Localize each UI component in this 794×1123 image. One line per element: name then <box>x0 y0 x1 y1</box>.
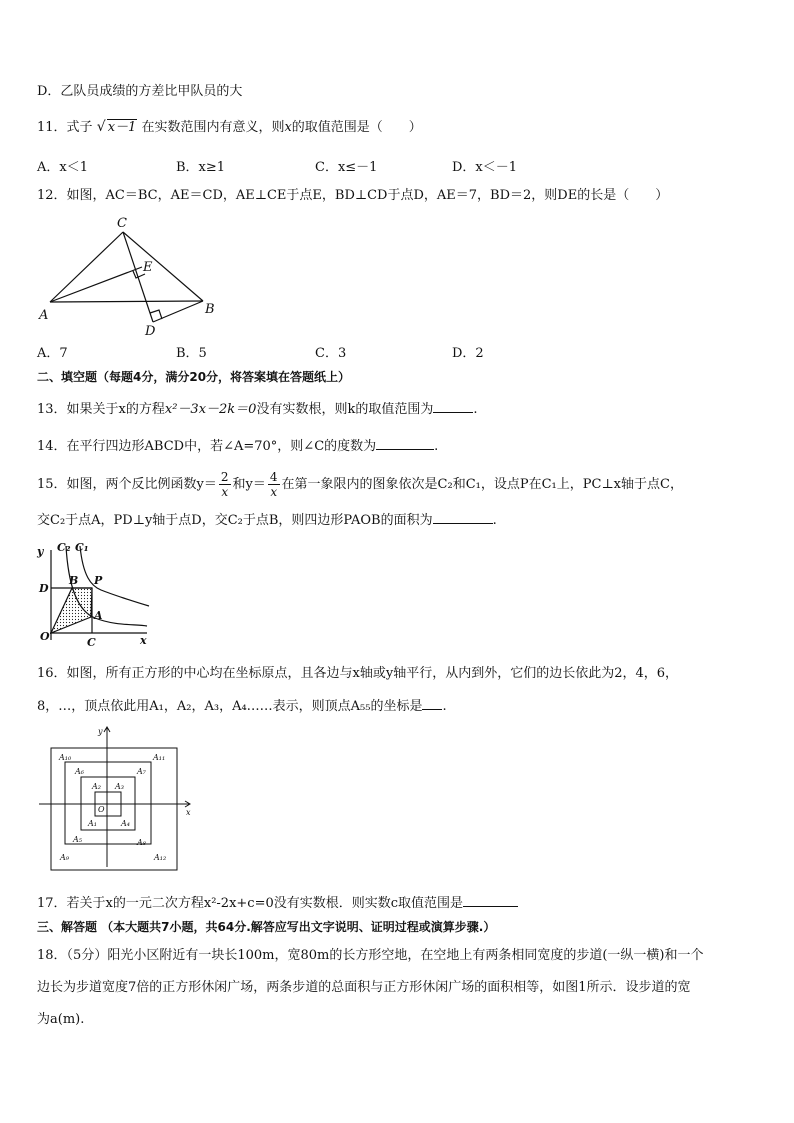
q11-post: 在实数范围内有意义，则 <box>141 120 285 135</box>
label-a9: A₉ <box>60 853 69 862</box>
q15-stem-line2 <box>37 511 497 530</box>
label-o: O <box>98 805 105 814</box>
q15-end: . <box>492 513 497 528</box>
label-a10: A₁₀ <box>59 753 72 762</box>
label-c: C <box>117 216 127 231</box>
q11-pre: 11．式子 <box>37 120 93 135</box>
q16-answer-blank <box>422 697 442 710</box>
label-a7: A₇ <box>137 767 146 776</box>
q15-line2: 交C₂于点A，PD⊥y轴于点D，交C₂于点B，则四边形PAOB的面积为 <box>37 513 433 528</box>
label-a6: A₆ <box>75 767 84 776</box>
label-p: P <box>94 574 103 587</box>
label-c: C <box>87 636 96 649</box>
label-a4: A₄ <box>121 819 130 828</box>
q15-pre: 15．如图，两个反比例函数y＝ <box>37 477 217 492</box>
q14-text: 14．在平行四边形ABCD中，若∠A=70°，则∠C的度数为 <box>37 439 377 454</box>
q15-mid: 和y＝ <box>232 477 266 492</box>
sqrt-expression: √ x－1 <box>96 119 137 135</box>
q16-nested-squares-figure <box>35 722 200 870</box>
q12-option-b: B．5 <box>176 346 207 361</box>
section-3-heading: 三、解答题 （本大题共7小题，共64分.解答应写出文字说明、证明过程或演算步骤.） <box>37 920 496 934</box>
label-a: A <box>94 609 103 622</box>
label-a2: A₂ <box>92 782 101 791</box>
quadrilateral-paob <box>51 588 92 633</box>
q11-post2: 的取值范围是（ ） <box>291 120 422 135</box>
q11-option-c: C．x≤－1 <box>315 160 378 175</box>
q11-option-d: D．x＜－1 <box>452 160 518 175</box>
q18-line3: 为a(m). <box>37 1012 85 1027</box>
q17-stem <box>37 894 518 913</box>
q16-line2: 8，…，顶点依此用A₁，A₂，A₃，A₄……表示，则顶点A₅₅的坐标是 <box>37 699 423 714</box>
q14-end: . <box>434 439 439 454</box>
label-e: E <box>143 260 153 275</box>
section-2-heading: 二、填空题（每题4分，满分20分，将答案填在答题纸上） <box>37 370 351 384</box>
q14-answer-blank <box>376 437 434 450</box>
q13-equation: x²－3x－2k＝0 <box>164 402 257 417</box>
label-o: O <box>40 630 50 643</box>
label-a11: A₁₁ <box>153 753 166 762</box>
label-y: y <box>98 727 103 736</box>
label-a: A <box>39 308 49 323</box>
label-d: D <box>39 582 49 595</box>
label-b: B <box>205 302 215 317</box>
q11-radicand: x－1 <box>107 120 137 135</box>
segment-ab <box>50 301 203 302</box>
q12-option-c: C．3 <box>315 346 347 361</box>
label-a8: A₈ <box>137 838 146 847</box>
q12-option-a: A．7 <box>37 346 68 361</box>
q18-line1: 18．（5分）阳光小区附近有一块长100m，宽80m的长方形空地，在空地上有两条相同宽度的步道(一纵一横)和一个 <box>37 948 704 963</box>
segment-ae <box>50 267 142 302</box>
q11-option-b: B．x≥1 <box>176 160 226 175</box>
q16-stem-line2 <box>37 697 447 716</box>
q12-option-d: D．2 <box>452 346 484 361</box>
q16-stem-line1: 16．如图，所有正方形的中心均在坐标原点，且各边与x轴或y轴平行，从内到外，它们的边长依此为2，4，6， <box>37 666 679 681</box>
label-y: y <box>37 545 44 558</box>
segment-bd <box>153 301 203 322</box>
label-x: x <box>140 634 147 647</box>
q15-fraction-1: $\frac{2}{x}$ <box>220 470 229 499</box>
q13-post: 没有实数根，则k的取值范围为 <box>256 402 434 417</box>
label-b: B <box>69 574 79 587</box>
q14-stem <box>37 437 438 456</box>
label-c1: C₁ <box>75 541 89 554</box>
q17-text: 17．若关于x的一元二次方程x²-2x+c=0没有实数根．则实数c取值范围是 <box>37 896 464 911</box>
label-a1: A₁ <box>88 819 97 828</box>
q18-line2: 边长为步道宽度7倍的正方形休闲广场，两条步道的总面积与正方形休闲广场的面积相等，如图1所示．设步道的宽 <box>37 980 691 995</box>
q12-triangle-figure <box>35 215 225 340</box>
q11-var: x <box>284 120 292 135</box>
segment-ca <box>50 232 123 302</box>
q13-end: . <box>473 402 478 417</box>
q15-stem-line1 <box>37 470 683 499</box>
label-a5: A₅ <box>73 835 82 844</box>
label-a12: A₁₂ <box>154 853 167 862</box>
square-4 <box>51 748 177 870</box>
q13-pre: 13．如果关于x的方程 <box>37 402 165 417</box>
q15-post: 在第一象限内的图象依次是C₂和C₁，设点P在C₁上，PC⊥x轴于点C， <box>281 477 683 492</box>
q13-answer-blank <box>433 400 473 413</box>
label-a3: A₃ <box>115 782 124 791</box>
q12-stem: 12．如图，AC＝BC，AE＝CD，AE⊥CE于点E，BD⊥CD于点D，AE＝7，BD＝2，则DE的长是（ ） <box>37 188 669 203</box>
q15-fraction-2: $\frac{4}{x}$ <box>269 470 278 499</box>
label-c2: C₂ <box>57 541 71 554</box>
q13-stem <box>37 400 477 419</box>
label-x: x <box>186 808 191 817</box>
q11-stem <box>37 119 422 137</box>
label-d: D <box>145 324 156 339</box>
q15-hyperbola-figure <box>35 540 165 652</box>
q16-end: . <box>442 699 447 714</box>
q15-answer-blank <box>433 511 493 524</box>
q17-answer-blank <box>463 894 518 907</box>
q10-option-d: D．乙队员成绩的方差比甲队员的大 <box>37 84 243 99</box>
q11-option-a: A．x＜1 <box>37 160 88 175</box>
